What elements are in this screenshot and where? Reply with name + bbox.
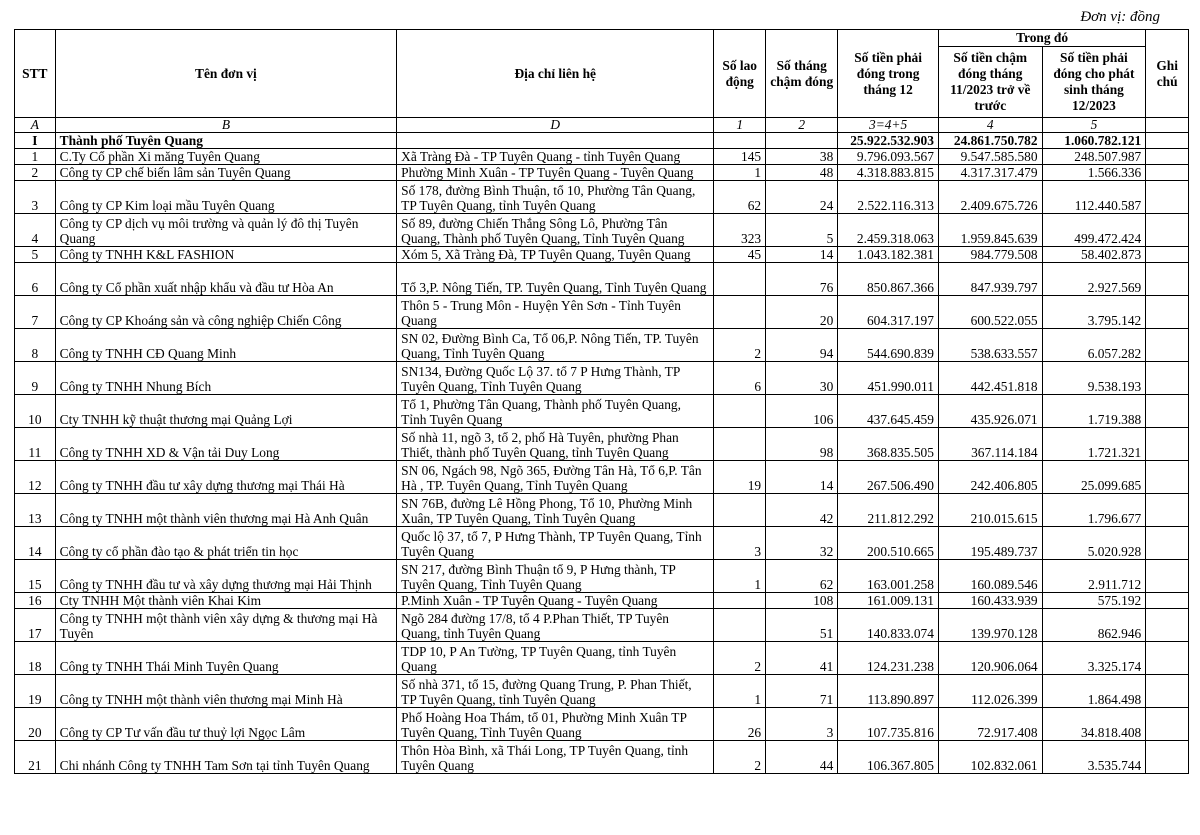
row-workers: 145 [714, 149, 766, 165]
index-cell [1146, 118, 1189, 133]
index-cell: A [15, 118, 56, 133]
row-stt: 7 [15, 296, 56, 329]
row-late-months: 41 [766, 642, 838, 675]
row-stt: 9 [15, 362, 56, 395]
row-unit-name: Công ty cổ phần đào tạo & phát triển tin học [55, 527, 397, 560]
table-row [15, 214, 1189, 247]
table-row [15, 329, 1189, 362]
table-row [15, 741, 1189, 774]
section-months [766, 133, 838, 149]
row-note [1146, 181, 1189, 214]
table-row [15, 247, 1189, 263]
row-note [1146, 527, 1189, 560]
index-cell: B [55, 118, 397, 133]
index-cell: D [397, 118, 714, 133]
row-amount-due: 2.522.116.313 [838, 181, 939, 214]
row-unit-name: Công ty TNHH một thành viên thương mại Hà Anh Quân [55, 494, 397, 527]
row-workers: 3 [714, 527, 766, 560]
row-note [1146, 593, 1189, 609]
row-late-amount: 1.959.845.639 [938, 214, 1042, 247]
section-row [15, 133, 1189, 149]
row-note [1146, 494, 1189, 527]
row-amount-due: 4.318.883.815 [838, 165, 939, 181]
row-unit-name: Công ty TNHH đầu tư và xây dựng thương mại Hải Thịnh [55, 560, 397, 593]
row-new-amount: 3.795.142 [1042, 296, 1146, 329]
row-late-amount: 139.970.128 [938, 609, 1042, 642]
index-cell: 3=4+5 [838, 118, 939, 133]
row-address: Tổ 3,P. Nông Tiến, TP. Tuyên Quang, Tỉnh Tuyên Quang [397, 263, 714, 296]
row-new-amount: 3.325.174 [1042, 642, 1146, 675]
row-address: SN 76B, đường Lê Hồng Phong, Tổ 10, Phường Minh Xuân, TP Tuyên Quang, Tỉnh Tuyên Quang [397, 494, 714, 527]
row-amount-due: 2.459.318.063 [838, 214, 939, 247]
row-unit-name: Cty TNHH Một thành viên Khai Kim [55, 593, 397, 609]
row-late-months: 14 [766, 247, 838, 263]
row-stt: 6 [15, 263, 56, 296]
row-new-amount: 5.020.928 [1042, 527, 1146, 560]
row-amount-due: 200.510.665 [838, 527, 939, 560]
row-note [1146, 296, 1189, 329]
table-row [15, 593, 1189, 609]
row-address: SN 217, đường Bình Thuận tổ 9, P Hưng thành, TP Tuyên Quang, Tỉnh Tuyên Quang [397, 560, 714, 593]
row-new-amount: 1.566.336 [1042, 165, 1146, 181]
row-workers: 62 [714, 181, 766, 214]
row-late-months: 32 [766, 527, 838, 560]
row-amount-due: 124.231.238 [838, 642, 939, 675]
row-address: Phường Minh Xuân - TP Tuyên Quang - Tuyên Quang [397, 165, 714, 181]
row-workers: 6 [714, 362, 766, 395]
row-address: Số nhà 11, ngõ 3, tổ 2, phố Hà Tuyên, phường Phan Thiết, thành phố Tuyên Quang, tỉnh Tuyên Quang [397, 428, 714, 461]
row-unit-name: Công ty CP dịch vụ môi trường và quản lý đô thị Tuyên Quang [55, 214, 397, 247]
row-workers [714, 494, 766, 527]
row-unit-name: Công ty TNHH XD & Vận tải Duy Long [55, 428, 397, 461]
row-late-months: 108 [766, 593, 838, 609]
row-new-amount: 2.911.712 [1042, 560, 1146, 593]
row-amount-due: 161.009.131 [838, 593, 939, 609]
header-of-which: Trong đó [938, 30, 1145, 47]
row-address: SN 06, Ngách 98, Ngõ 365, Đường Tân Hà, Tổ 6,P. Tân Hà , TP. Tuyên Quang, Tỉnh Tuyên Quang [397, 461, 714, 494]
row-late-amount: 600.522.055 [938, 296, 1042, 329]
row-note [1146, 247, 1189, 263]
row-late-months: 94 [766, 329, 838, 362]
header-stt: STT [15, 30, 56, 118]
row-note [1146, 428, 1189, 461]
column-index-row [15, 118, 1189, 133]
row-address: Thôn Hòa Bình, xã Thái Long, TP Tuyên Quang, tỉnh Tuyên Quang [397, 741, 714, 774]
row-late-amount: 160.089.546 [938, 560, 1042, 593]
table-row [15, 461, 1189, 494]
row-address: Thôn 5 - Trung Môn - Huyện Yên Sơn - Tỉnh Tuyên Quang [397, 296, 714, 329]
row-amount-due: 163.001.258 [838, 560, 939, 593]
table-row [15, 708, 1189, 741]
row-stt: 2 [15, 165, 56, 181]
row-new-amount: 6.057.282 [1042, 329, 1146, 362]
section-note [1146, 133, 1189, 149]
row-late-months: 3 [766, 708, 838, 741]
row-amount-due: 140.833.074 [838, 609, 939, 642]
row-note [1146, 609, 1189, 642]
row-note [1146, 362, 1189, 395]
row-note [1146, 329, 1189, 362]
row-note [1146, 675, 1189, 708]
row-workers [714, 593, 766, 609]
row-workers: 2 [714, 329, 766, 362]
row-unit-name: C.Ty Cổ phần Xi măng Tuyên Quang [55, 149, 397, 165]
row-amount-due: 9.796.093.567 [838, 149, 939, 165]
table-row [15, 149, 1189, 165]
row-late-months: 30 [766, 362, 838, 395]
row-unit-name: Công ty TNHH K&L FASHION [55, 247, 397, 263]
section-address [397, 133, 714, 149]
row-unit-name: Công ty CP Kim loại mầu Tuyên Quang [55, 181, 397, 214]
row-amount-due: 544.690.839 [838, 329, 939, 362]
row-unit-name: Công ty CP Tư vấn đầu tư thuỷ lợi Ngọc Lâm [55, 708, 397, 741]
row-late-amount: 538.633.557 [938, 329, 1042, 362]
header-address: Địa chỉ liên hệ [397, 30, 714, 118]
row-workers: 45 [714, 247, 766, 263]
row-workers: 2 [714, 741, 766, 774]
row-unit-name: Công ty CP chế biến lâm sản Tuyên Quang [55, 165, 397, 181]
row-late-months: 42 [766, 494, 838, 527]
header-workers: Số lao động [714, 30, 766, 118]
row-late-amount: 72.917.408 [938, 708, 1042, 741]
row-late-amount: 4.317.317.479 [938, 165, 1042, 181]
table-row [15, 560, 1189, 593]
section-late: 24.861.750.782 [938, 133, 1042, 149]
row-late-amount: 160.433.939 [938, 593, 1042, 609]
row-new-amount: 2.927.569 [1042, 263, 1146, 296]
row-unit-name: Công ty TNHH Thái Minh Tuyên Quang [55, 642, 397, 675]
row-late-amount: 102.832.061 [938, 741, 1042, 774]
row-new-amount: 9.538.193 [1042, 362, 1146, 395]
row-amount-due: 437.645.459 [838, 395, 939, 428]
row-new-amount: 248.507.987 [1042, 149, 1146, 165]
row-workers [714, 395, 766, 428]
table-row [15, 395, 1189, 428]
row-amount-due: 267.506.490 [838, 461, 939, 494]
row-new-amount: 112.440.587 [1042, 181, 1146, 214]
row-unit-name: Công ty TNHH một thành viên xây dựng & thương mại Hà Tuyên [55, 609, 397, 642]
row-address: Xã Tràng Đà - TP Tuyên Quang - tỉnh Tuyên Quang [397, 149, 714, 165]
row-workers: 19 [714, 461, 766, 494]
row-stt: 8 [15, 329, 56, 362]
row-late-months: 5 [766, 214, 838, 247]
row-stt: 5 [15, 247, 56, 263]
row-late-months: 51 [766, 609, 838, 642]
row-late-months: 98 [766, 428, 838, 461]
row-amount-due: 107.735.816 [838, 708, 939, 741]
index-cell: 1 [714, 118, 766, 133]
row-amount-due: 1.043.182.381 [838, 247, 939, 263]
row-note [1146, 461, 1189, 494]
row-note [1146, 149, 1189, 165]
table-row [15, 609, 1189, 642]
row-unit-name: Công ty CP Khoáng sản và công nghiệp Chiến Công [55, 296, 397, 329]
row-address: Số 178, đường Bình Thuận, tổ 10, Phường Tân Quang, TP Tuyên Quang, tỉnh Tuyên Quang [397, 181, 714, 214]
row-address: Phố Hoàng Hoa Thám, tổ 01, Phường Minh Xuân TP Tuyên Quang, Tỉnh Tuyên Quang [397, 708, 714, 741]
row-address: SN 02, Đường Bình Ca, Tổ 06,P. Nông Tiến, TP. Tuyên Quang, Tỉnh Tuyên Quang [397, 329, 714, 362]
row-workers: 1 [714, 675, 766, 708]
row-new-amount: 58.402.873 [1042, 247, 1146, 263]
row-workers: 1 [714, 560, 766, 593]
row-new-amount: 575.192 [1042, 593, 1146, 609]
row-late-amount: 984.779.508 [938, 247, 1042, 263]
row-workers [714, 609, 766, 642]
row-unit-name: Cty TNHH kỹ thuật thương mại Quảng Lợi [55, 395, 397, 428]
row-note [1146, 395, 1189, 428]
row-late-months: 44 [766, 741, 838, 774]
row-late-amount: 120.906.064 [938, 642, 1042, 675]
row-new-amount: 1.721.321 [1042, 428, 1146, 461]
row-workers: 26 [714, 708, 766, 741]
row-note [1146, 214, 1189, 247]
row-stt: 20 [15, 708, 56, 741]
row-note [1146, 708, 1189, 741]
row-address: Số nhà 371, tổ 15, đường Quang Trung, P. Phan Thiết, TP Tuyên Quang, tỉnh Tuyên Quang [397, 675, 714, 708]
row-workers: 1 [714, 165, 766, 181]
row-stt: 10 [15, 395, 56, 428]
row-late-amount: 210.015.615 [938, 494, 1042, 527]
table-row [15, 165, 1189, 181]
row-amount-due: 211.812.292 [838, 494, 939, 527]
row-stt: 18 [15, 642, 56, 675]
row-amount-due: 106.367.805 [838, 741, 939, 774]
row-unit-name: Công ty TNHH một thành viên thương mại Minh Hà [55, 675, 397, 708]
table-row [15, 428, 1189, 461]
header-amount-due: Số tiền phải đóng trong tháng 12 [838, 30, 939, 118]
unit-note: Đơn vị: đồng [1080, 9, 1160, 25]
header-new-amount: Số tiền phải đóng cho phát sinh tháng 12/2023 [1042, 47, 1146, 118]
row-stt: 21 [15, 741, 56, 774]
row-workers [714, 428, 766, 461]
row-unit-name: Công ty TNHH đầu tư xây dựng thương mại Thái Hà [55, 461, 397, 494]
row-late-months: 20 [766, 296, 838, 329]
section-name: Thành phố Tuyên Quang [55, 133, 397, 149]
row-late-months: 62 [766, 560, 838, 593]
row-address: Tổ 1, Phường Tân Quang, Thành phố Tuyên Quang, Tỉnh Tuyên Quang [397, 395, 714, 428]
table-row [15, 296, 1189, 329]
row-late-months: 38 [766, 149, 838, 165]
row-stt: 12 [15, 461, 56, 494]
row-workers [714, 263, 766, 296]
row-new-amount: 1.796.677 [1042, 494, 1146, 527]
row-amount-due: 451.990.011 [838, 362, 939, 395]
row-late-months: 24 [766, 181, 838, 214]
row-stt: 1 [15, 149, 56, 165]
row-amount-due: 604.317.197 [838, 296, 939, 329]
row-late-amount: 442.451.818 [938, 362, 1042, 395]
row-new-amount: 1.864.498 [1042, 675, 1146, 708]
row-new-amount: 25.099.685 [1042, 461, 1146, 494]
header-late-amount: Số tiền chậm đóng tháng 11/2023 trở về trước [938, 47, 1042, 118]
row-address: TDP 10, P An Tường, TP Tuyên Quang, tỉnh Tuyên Quang [397, 642, 714, 675]
table-row [15, 527, 1189, 560]
index-cell: 4 [938, 118, 1042, 133]
row-unit-name: Công ty TNHH Nhung Bích [55, 362, 397, 395]
row-unit-name: Công ty Cổ phần xuất nhập khẩu và đầu tư Hòa An [55, 263, 397, 296]
row-address: Số 89, đường Chiến Thắng Sông Lô, Phường Tân Quang, Thành phố Tuyên Quang, Tỉnh Tuyên Quang [397, 214, 714, 247]
row-late-amount: 847.939.797 [938, 263, 1042, 296]
header-note: Ghi chú [1146, 30, 1189, 118]
row-stt: 4 [15, 214, 56, 247]
row-note [1146, 741, 1189, 774]
row-note [1146, 263, 1189, 296]
row-late-amount: 2.409.675.726 [938, 181, 1042, 214]
row-late-months: 48 [766, 165, 838, 181]
table-row [15, 494, 1189, 527]
row-note [1146, 560, 1189, 593]
row-late-amount: 435.926.071 [938, 395, 1042, 428]
row-late-amount: 242.406.805 [938, 461, 1042, 494]
row-stt: 19 [15, 675, 56, 708]
row-address: SN134, Đường Quốc Lộ 37. tổ 7 P Hưng Thành, TP Tuyên Quang, Tỉnh Tuyên Quang [397, 362, 714, 395]
header-unit-name: Tên đơn vị [55, 30, 397, 118]
row-late-months: 106 [766, 395, 838, 428]
section-stt: I [15, 133, 56, 149]
row-new-amount: 3.535.744 [1042, 741, 1146, 774]
row-note [1146, 642, 1189, 675]
table-row [15, 181, 1189, 214]
row-address: P.Minh Xuân - TP Tuyên Quang - Tuyên Quang [397, 593, 714, 609]
row-late-amount: 195.489.737 [938, 527, 1042, 560]
row-address: Xóm 5, Xã Tràng Đà, TP Tuyên Quang, Tuyên Quang [397, 247, 714, 263]
section-new: 1.060.782.121 [1042, 133, 1146, 149]
row-address: Quốc lộ 37, tổ 7, P Hưng Thành, TP Tuyên Quang, Tỉnh Tuyên Quang [397, 527, 714, 560]
row-stt: 14 [15, 527, 56, 560]
row-new-amount: 1.719.388 [1042, 395, 1146, 428]
index-cell: 2 [766, 118, 838, 133]
row-amount-due: 113.890.897 [838, 675, 939, 708]
row-stt: 13 [15, 494, 56, 527]
section-total: 25.922.532.903 [838, 133, 939, 149]
row-note [1146, 165, 1189, 181]
table-row [15, 362, 1189, 395]
debt-table [14, 29, 1189, 774]
row-amount-due: 850.867.366 [838, 263, 939, 296]
row-late-months: 14 [766, 461, 838, 494]
row-address: Ngõ 284 đường 17/8, tổ 4 P.Phan Thiết, TP Tuyên Quang, tỉnh Tuyên Quang [397, 609, 714, 642]
table-row [15, 263, 1189, 296]
table-row [15, 642, 1189, 675]
row-workers: 2 [714, 642, 766, 675]
row-late-months: 76 [766, 263, 838, 296]
row-stt: 15 [15, 560, 56, 593]
section-workers [714, 133, 766, 149]
table-row [15, 675, 1189, 708]
row-new-amount: 862.946 [1042, 609, 1146, 642]
header-late-months: Số tháng chậm đóng [766, 30, 838, 118]
row-unit-name: Chi nhánh Công ty TNHH Tam Sơn tại tỉnh Tuyên Quang [55, 741, 397, 774]
row-late-months: 71 [766, 675, 838, 708]
row-amount-due: 368.835.505 [838, 428, 939, 461]
row-stt: 3 [15, 181, 56, 214]
row-stt: 17 [15, 609, 56, 642]
row-late-amount: 9.547.585.580 [938, 149, 1042, 165]
row-workers [714, 296, 766, 329]
row-late-amount: 112.026.399 [938, 675, 1042, 708]
index-cell: 5 [1042, 118, 1146, 133]
row-stt: 11 [15, 428, 56, 461]
row-late-amount: 367.114.184 [938, 428, 1042, 461]
row-new-amount: 34.818.408 [1042, 708, 1146, 741]
row-stt: 16 [15, 593, 56, 609]
row-new-amount: 499.472.424 [1042, 214, 1146, 247]
row-workers: 323 [714, 214, 766, 247]
row-unit-name: Công ty TNHH CĐ Quang Minh [55, 329, 397, 362]
